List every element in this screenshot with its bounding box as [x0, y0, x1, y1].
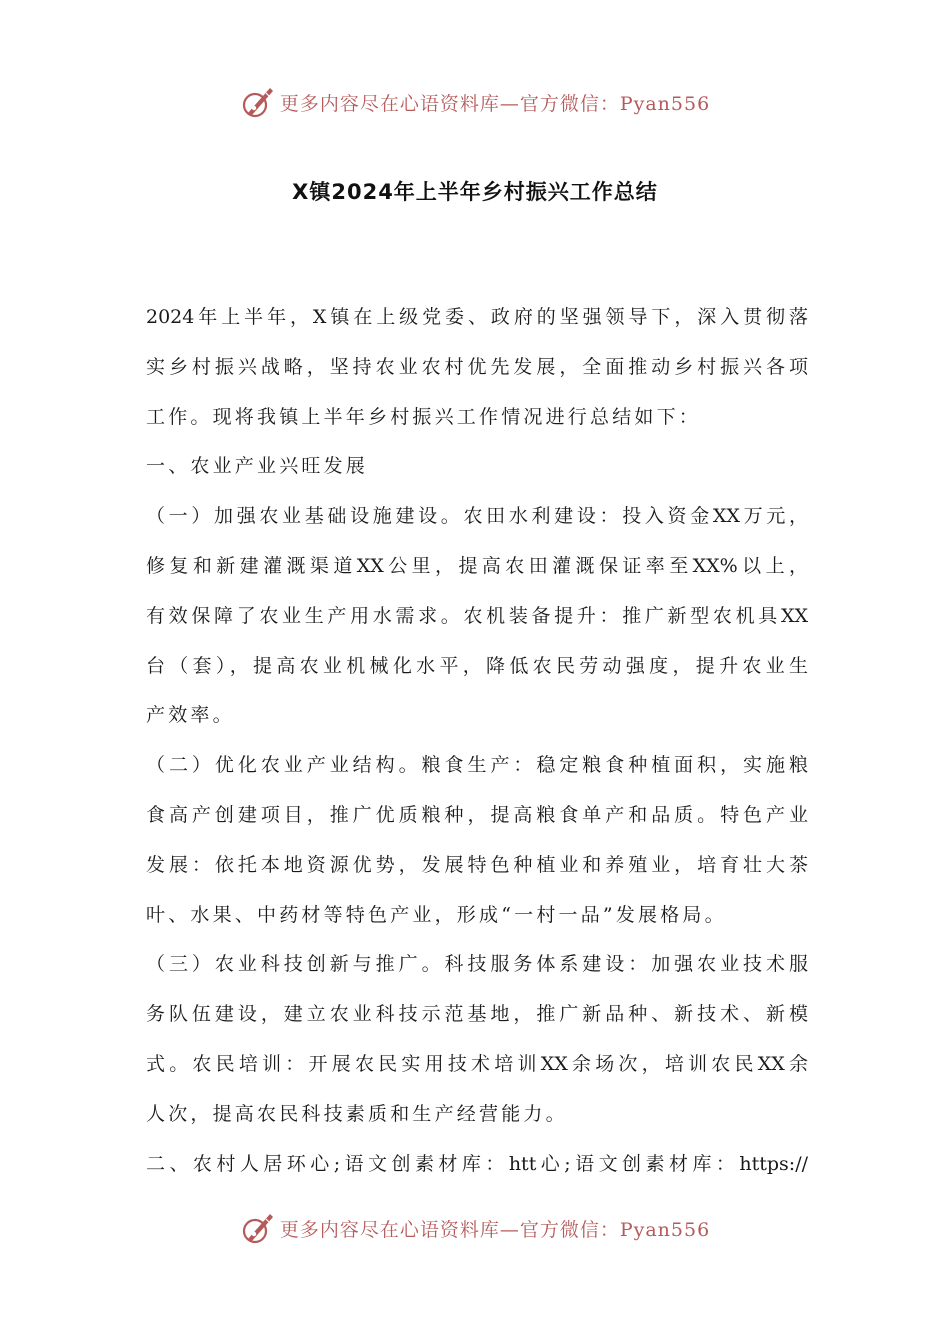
body-line: 叶、水果、中药材等特色产业，形成“一村一品”发展格局。: [146, 903, 727, 926]
body-line: 实乡村振兴战略，坚持农业农村优先发展，全面推动乡村振兴各项: [146, 355, 808, 378]
body-line: 有效保障了农业生产用水需求。农机装备提升：推广新型农机具XX: [146, 604, 808, 627]
quill-logo-icon: [240, 1210, 276, 1246]
body-line: 发展：依托本地资源优势，发展特色种植业和养殖业，培育壮大茶: [146, 853, 808, 876]
body-line: （二）优化农业产业结构。粮食生产：稳定粮食种植面积，实施粮: [146, 754, 808, 777]
body-line: 式。农民培训：开展农民实用技术培训XX余场次，培训农民XX余: [146, 1052, 808, 1075]
watermark-text: 更多内容尽在心语资料库—官方微信：Pyan556: [279, 92, 711, 115]
body-line: 食高产创建项目，推广优质粮种，提高粮食单产和品质。特色产业: [146, 803, 808, 826]
section-heading: 二、农村人居环心;语文创素材库：htt心;语文创素材库：https://: [146, 1152, 808, 1175]
body-line: （一）加强农业基础设施建设。农田水利建设：投入资金XX万元，: [146, 505, 808, 528]
document-title: X镇2024年上半年乡村振兴工作总结: [292, 180, 658, 204]
body-line: 产效率。: [146, 704, 235, 727]
body-line: 人次，提高农民科技素质和生产经营能力。: [146, 1102, 568, 1125]
quill-logo-icon: [240, 84, 276, 120]
body-line: 工作。现将我镇上半年乡村振兴工作情况进行总结如下：: [146, 405, 702, 428]
section-heading: 一、农业产业兴旺发展: [146, 455, 369, 478]
body-line: （三）农业科技创新与推广。科技服务体系建设：加强农业技术服: [146, 953, 808, 976]
watermark-banner-top: [0, 82, 950, 122]
body-line: 修复和新建灌溉渠道XX公里，提高农田灌溉保证率至XX%以上，: [146, 554, 808, 577]
body-line: 务队伍建设，建立农业科技示范基地，推广新品种、新技术、新模: [146, 1003, 808, 1026]
body-line: 台（套），提高农业机械化水平，降低农民劳动强度，提升农业生: [146, 654, 808, 677]
watermark-text: 更多内容尽在心语资料库—官方微信：Pyan556: [279, 1218, 711, 1241]
document-body: [146, 293, 808, 1189]
watermark-banner-bottom: [0, 1208, 950, 1248]
body-line: 2024年上半年，X镇在上级党委、政府的坚强领导下，深入贯彻落: [146, 306, 808, 328]
